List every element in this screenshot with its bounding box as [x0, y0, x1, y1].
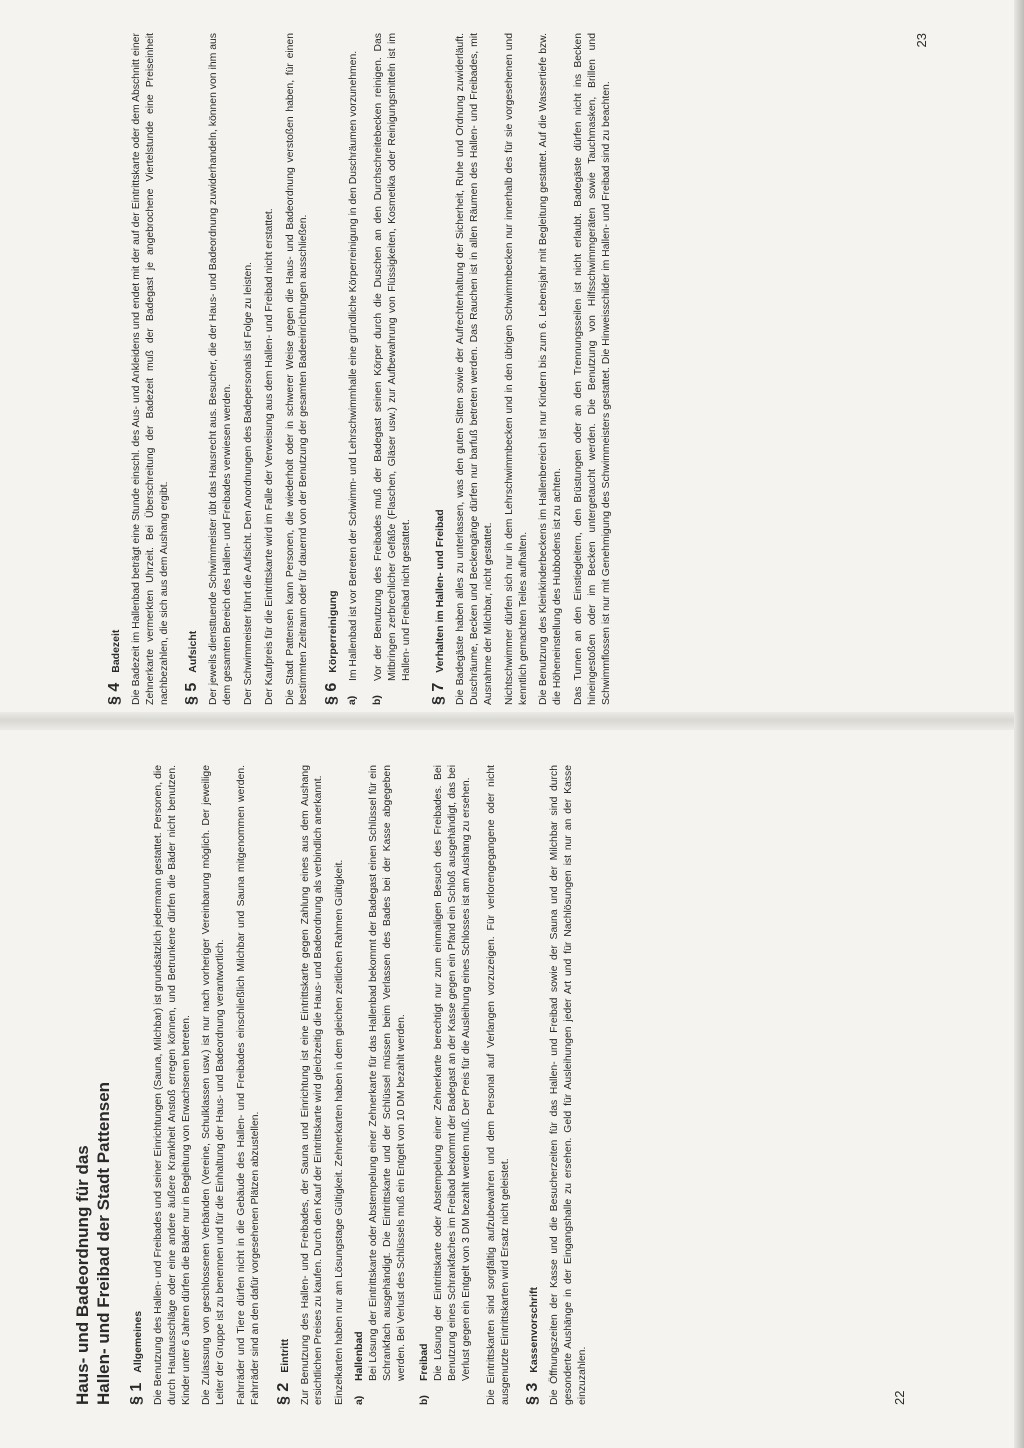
- paragraph: Vor der Benutzung des Freibades muß der Badegast seinen Körper durch die Duschen an den Durchschreitebecken reinigen. Das Mitbringen zerbrechlicher Gefäße (Flaschen, Gläser usw.) zur Aufbewahrung von Flüssigkeiten, Kosmetika oder Reinigungsmitteln ist im Hallen- und Freibad nicht gestattet.: [372, 33, 412, 681]
- section-2-heading: [275, 765, 293, 1405]
- page-number: 22: [892, 1390, 907, 1405]
- subsection-freibad: [419, 765, 478, 1405]
- section-title: Körperreinigung: [327, 590, 340, 673]
- paragraph: Die Eintrittskarten sind sorgfältig aufzubewahren und dem Personal auf Verlangen vorzuzeigen. Für verlorengegangene oder nicht ausgenutzte Eintrittskarten wird Ersatz nicht geleistet.: [485, 765, 511, 1405]
- paragraph: Die Zulassung von geschlossenen Verbänden (Vereine, Schulklassen usw.) ist nur nach vorheriger Vereinbarung möglich. Der jeweilige Leiter der Gruppe ist zu benennen und für die Einhaltung der Haus- und Badeordnung verantwortlich.: [201, 765, 227, 1405]
- section-title: Allgemeines: [132, 1310, 144, 1373]
- section-7-heading: [430, 33, 448, 705]
- subsection-b: [372, 33, 418, 705]
- section-number: § 4: [106, 682, 123, 705]
- section-title: Eintritt: [278, 1338, 291, 1373]
- section-1-heading: [128, 765, 146, 1405]
- subsection-hallenbad: [354, 765, 413, 1405]
- page-fold: [0, 712, 1024, 730]
- subsection-label: b): [419, 1395, 431, 1405]
- title-line-2: Hallen- und Freibad der Stadt Pattensen: [94, 1081, 113, 1405]
- section-6-heading: [323, 33, 341, 705]
- section-5-heading: [183, 33, 201, 705]
- paragraph: Die Lösung der Eintrittskarte oder Abstempelung einer Zehnerkarte berechtigt nur zum einmaligen Besuch des Freibades. Bei Benutzung eines Schrankfaches im Freibad bekommt der Badegast an der Kasse gegen ein Pfand ein Schloß ausgehändigt, das bei Verlust gegen ein Entgelt von 3 DM bezahlt werden muß. Der Preis für die Ausleihung eines Schlosses ist am Aushang zu ersehen.: [433, 765, 472, 1381]
- subsection-heading: Freibad: [419, 1343, 431, 1381]
- subsection-a: [347, 33, 366, 705]
- paragraph: Die Benutzung des Hallen- und Freibades und seiner Einrichtungen (Sauna, Milchbar) ist grundsätzlich jedermann gestattet. Personen, die durch Hautausschläge oder eine andere äußere Krankheit Anstoß erregen können, und Betrunkene dürfen die Bäder nicht benutzen. Kinder unter 6 Jahren dürfen die Bäder nur in Begleitung von Erwachsenen betreten.: [153, 765, 192, 1405]
- paragraph: Bei Lösung der Eintrittskarte oder Abstempelung einer Zehnerkarte für das Hallenbad bekommt der Badegast einen Schlüssel für ein Schrankfach ausgehändigt. Die Eintrittskarte und der Schlüssel müssen beim Verlassen des Bades bei der Kasse abgegeben werden. Bei Verlust des Schlüssels muß ein Entgelt von 10 DM bezahlt werden.: [367, 765, 407, 1381]
- paragraph: Das Turnen an den Einstiegleitern, den Brüstungen oder an den Trennungsseilen ist nicht erlaubt. Badegäste dürfen nicht ins Becken hineingestoßen oder im Becken untergetaucht werden. Die Benutzung von Hilfsschwimmgeräten sowie Tauchmasken, Brillen und Schwimmflossen ist nur mit Genehmigung des Schwimmeisters gestattet. Die Hinweisschilder im Hallen- und Freibad sind zu beachten.: [572, 33, 612, 705]
- page-number: 23: [914, 33, 929, 48]
- paragraph: Einzelkarten haben nur am Lösungstage Gültigkeit. Zehnerkarten haben in dem gleichen zeitlichen Rahmen Gültigkeit.: [334, 859, 346, 1405]
- section-number: § 6: [323, 682, 341, 705]
- paragraph: Die Badezeit im Hallenbad beträgt eine Stunde einschl. des Aus- und Ankleidens und endet mit der auf der Eintrittskarte oder dem Abschnitt einer Zehnerkarte vermerkten Uhrzeit. Bei Überschreitung der Badezeit muß der Badegast je angebrochene Viertelstunde eine Preiseinheit nachbezahlen, die sich aus dem Aushang ergibt.: [131, 33, 170, 705]
- document-title: [72, 765, 114, 1405]
- section-number: § 3: [524, 1382, 542, 1405]
- paragraph: Die Öffnungszeiten der Kasse und die Besucherzeiten für das Hallen- und Freibad sowie der Sauna und der Milchbar sind durch gesonderte Aushänge in der Eingangshalle zu ersehen. Geld für Ausleihungen jeder Art und für Nachlösungen ist nur an der Kasse einzuzahlen.: [549, 765, 588, 1405]
- section-title: Badezeit: [110, 629, 122, 673]
- paragraph: Der Kaufpreis für die Eintrittskarte wird im Falle der Verweisung aus dem Hallen- und Freibad nicht erstattet.: [263, 208, 275, 705]
- paragraph: Die Stadt Pattensen kann Personen, die wiederholt oder in schwerer Weise gegen die Haus- und Badeordnung verstoßen haben, für einen bestimmten Zeitraum oder für dauernd von der Benutzung der gesamten Badeeinrichtungen ausschließen.: [284, 33, 310, 705]
- section-4-heading: [106, 33, 124, 705]
- paragraph: Die Badegäste haben alles zu unterlassen, was den guten Sitten sowie der Aufrechterhaltung der Sicherheit, Ruhe und Ordnung zuwiderläuft. Duschräume, Becken und Beckengänge dürfen nur barfuß betreten werden. Das Rauchen ist in allen Räumen des Hallen- und Freibades, mit Ausnahme der Milchbar, nicht gestattet.: [455, 33, 494, 705]
- title-line-1: Haus- und Badeordnung für das: [73, 1145, 92, 1405]
- section-title: Aufsicht: [187, 630, 200, 673]
- section-number: § 7: [430, 682, 448, 705]
- subsection-heading: Hallenbad: [353, 1331, 365, 1381]
- paragraph: Im Hallenbad ist vor Betreten der Schwimm- und Lehrschwimmhalle eine gründliche Körperreinigung in den Duschräumen vorzunehmen.: [348, 50, 360, 681]
- section-number: § 5: [183, 682, 201, 705]
- section-number: § 1: [128, 1382, 145, 1405]
- paragraph: Fahrräder und Tiere dürfen nicht in die Gebäude des Hallen- und Freibades einschließlich Milchbar und Sauna mitgenommen werden. Fahrräder sind an den dafür vorgesehenen Plätzen abzustellen.: [235, 765, 261, 1405]
- subsection-label: b): [371, 695, 383, 705]
- page-edge-shadow: [1014, 0, 1024, 1448]
- paragraph: Nichtschwimmer dürfen sich nur in dem Lehrschwimmbecken und in den übrigen Schwimmbecken nur innerhalb des für sie vorgesehenen und kenntlich gemachten Teiles aufhalten.: [503, 33, 529, 705]
- page-22: [72, 765, 932, 1405]
- subsection-label: a): [347, 695, 359, 705]
- section-title: Verhalten im Hallen- und Freibad: [434, 509, 447, 673]
- section-number: § 2: [274, 1382, 292, 1405]
- subsection-label: a): [353, 1395, 365, 1405]
- section-3-heading: [524, 765, 542, 1405]
- paragraph: Der Schwimmeister führt die Aufsicht. Den Anordnungen des Badepersonals ist Folge zu leisten.: [242, 262, 254, 705]
- section-title: Kassenvorschrift: [528, 1286, 541, 1373]
- paragraph: Die Benutzung des Kleinkinderbeckens im Hallenbereich ist nur Kindern bis zum 6. Lebensjahr mit Begleitung gestattet. Auf die Wassertiefe bzw. die Höheneinstellung des Hubbodens ist zu achten.: [538, 33, 564, 705]
- page-23: [94, 33, 954, 705]
- paragraph: Der jeweils diensttuende Schwimmeister übt das Hausrecht aus. Besucher, die der Haus- und Badeordnung zuwiderhandeln, können von ihm aus dem gesamten Bereich des Hallen- und Freibades verwiesen werden.: [208, 33, 234, 705]
- paragraph: Zur Benutzung des Hallen- und Freibades, der Sauna und Einrichtung ist eine Eintrittskarte gegen Zahlung eines aus dem Aushang ersichtlichen Preises zu kaufen. Durch den Kauf der Eintrittskarte wird gleichzeitig die Haus- und Badeordnung als verbindlich anerkannt.: [299, 765, 325, 1405]
